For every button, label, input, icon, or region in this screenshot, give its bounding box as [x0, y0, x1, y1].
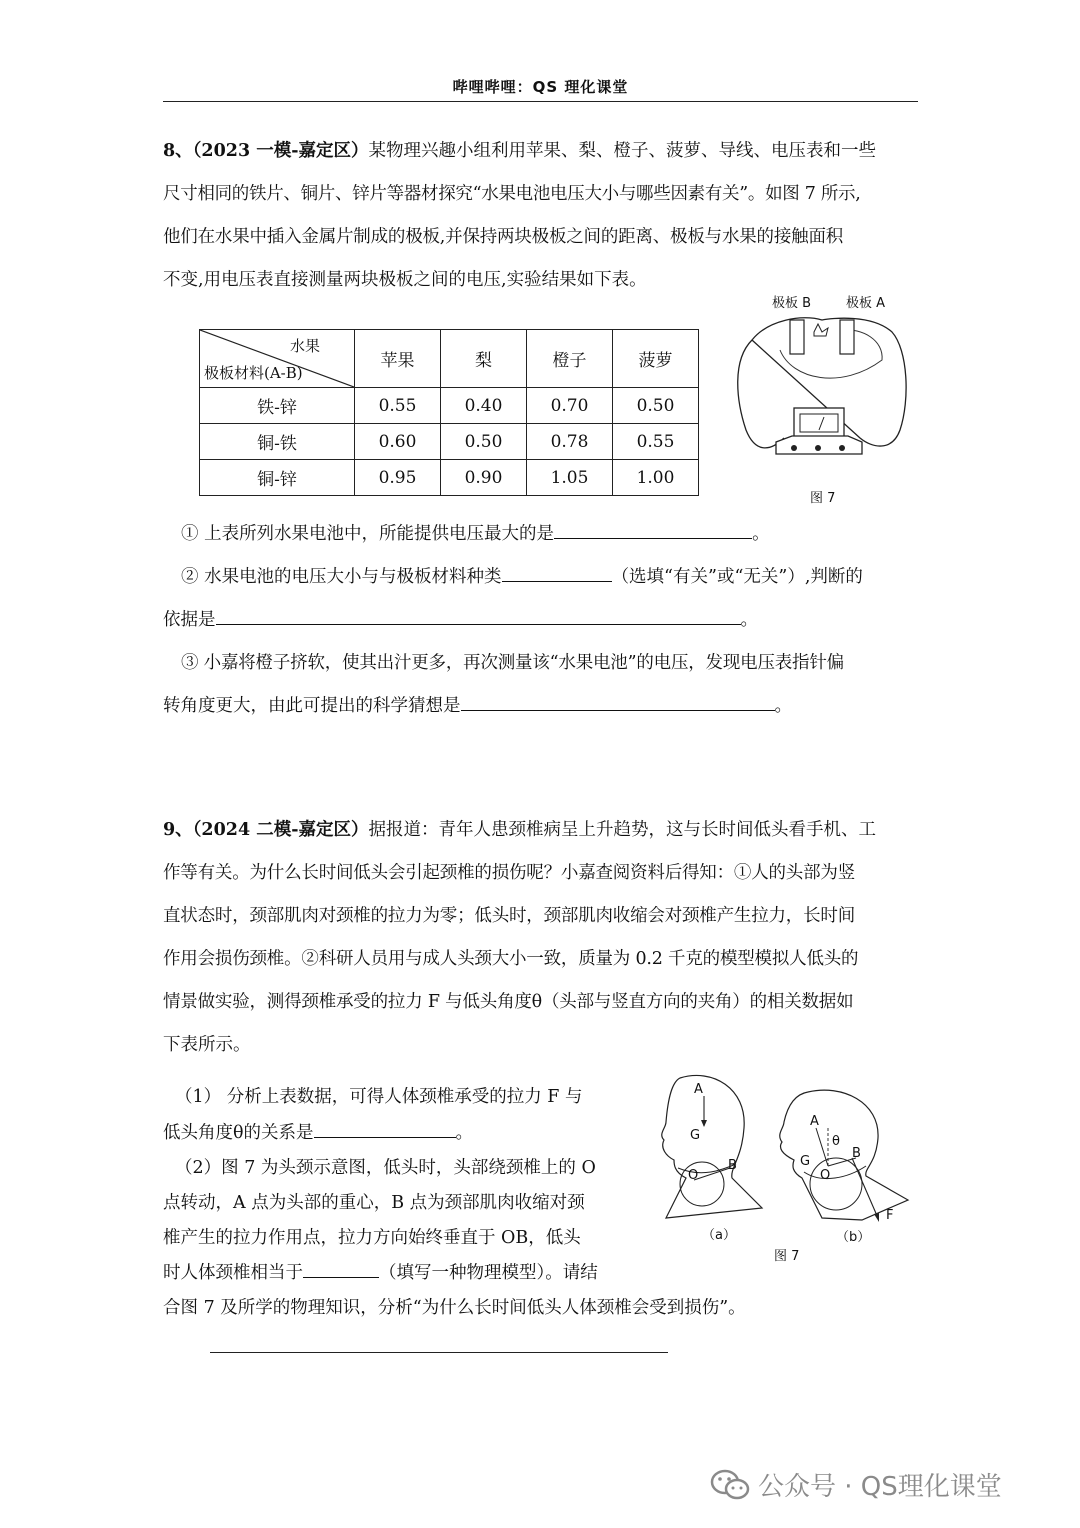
corner-top-label: 水果: [289, 337, 320, 355]
answer-blank[interactable]: [314, 1119, 456, 1138]
table-row: [200, 424, 699, 460]
answer-blank[interactable]: [502, 563, 612, 582]
q8-sub1: ① 上表所列水果电池中，所能提供电压最大的是 。: [163, 513, 918, 556]
row-label: 铜-锌: [200, 460, 355, 496]
q9-intro-line-4: 作用会损伤颈椎。②科研人员用与成人头颈大小一致，质量为 0.2 千克的模型模拟人低头的: [163, 949, 859, 969]
caption-b: （b）: [836, 1230, 871, 1245]
answer-blank[interactable]: [216, 606, 741, 625]
q8-sub3: ③ 小嘉将橙子挤软，使其出汁更多，再次测量该“水果电池”的电压，发现电压表指针偏: [181, 653, 844, 673]
q9-intro-line-3: 直状态时，颈部肌肉对颈椎的拉力为零；低头时，颈部肌肉收缩会对颈椎产生拉力，长时间: [163, 906, 855, 926]
corner-bottom-label: 极板材料(A-B): [204, 364, 303, 382]
table-cell: 1.05: [527, 460, 613, 496]
plate-b-label: 极板 B: [772, 296, 812, 311]
q9-intro-line-6: 下表所示。: [163, 1035, 251, 1055]
q9-sub2-line-5: 合图 7 及所学的物理知识，分析“为什么长时间低头人体颈椎会受到损伤”。: [163, 1298, 746, 1318]
answer-blank[interactable]: [554, 520, 752, 539]
point-g-label: G: [800, 1154, 811, 1169]
header-rule: [163, 101, 918, 102]
fruit-battery-drawing: [732, 290, 912, 480]
q8-number: 8、（2023 一模-嘉定区）: [163, 141, 369, 161]
q8-sub2-cont: 依据是 。: [163, 599, 918, 642]
answer-blank[interactable]: [461, 692, 775, 711]
theta-label: θ: [832, 1134, 840, 1149]
table-cell: 0.40: [441, 388, 527, 424]
q9-sub2-line-3: 椎产生的拉力作用点，拉力方向始终垂直于 OB，低头: [163, 1228, 581, 1248]
head-neck-figure: [652, 1068, 917, 1268]
wechat-icon: [710, 1468, 750, 1502]
fruit-battery-table: [199, 329, 699, 496]
column-header: 苹果: [355, 330, 441, 388]
table-row: [200, 460, 699, 496]
q9-sub2-line-4: 时人体颈椎相当于 （填写一种物理模型）。请结: [163, 1252, 625, 1295]
watermark-text: 公众号 · QS理化课堂: [758, 1472, 1002, 1502]
row-label: 铜-铁: [200, 424, 355, 460]
q8-sub2: ② 水果电池的电压大小与与极板材料种类 （选填“有关”或“无关”）,判断的: [163, 556, 918, 599]
q9-number: 9、（2024 二模-嘉定区）: [163, 820, 369, 840]
table-cell: 0.90: [441, 460, 527, 496]
q8-intro-line-4: 不变,用电压表直接测量两块极板之间的电压,实验结果如下表。: [163, 270, 647, 290]
plate-a-label: 极板 A: [846, 296, 886, 311]
q8-intro-line-3: 他们在水果中插入金属片制成的极板,并保持两块极板之间的距离、极板与水果的接触面积: [163, 227, 844, 247]
table-cell: 0.70: [527, 388, 613, 424]
table-cell: 0.55: [613, 424, 699, 460]
column-header: 菠萝: [613, 330, 699, 388]
q9-sub2-line-1: （2）图 7 为头颈示意图，低头时，头部绕颈椎上的 O: [175, 1158, 596, 1178]
answer-line[interactable]: [210, 1352, 668, 1353]
caption-a: （a）: [702, 1228, 736, 1243]
fruit-battery-figure: [732, 290, 912, 510]
column-header: 梨: [441, 330, 527, 388]
answer-blank[interactable]: [303, 1259, 379, 1278]
table-cell: 0.95: [355, 460, 441, 496]
head-neck-drawing: [652, 1068, 917, 1228]
q9-intro-line-1: 9、（2024 二模-嘉定区）据报道：青年人患颈椎病呈上升趋势，这与长时间低头看手机、工: [163, 820, 876, 840]
table-cell: 0.50: [441, 424, 527, 460]
column-header: 橙子: [527, 330, 613, 388]
q9-sub1: （1） 分析上表数据，可得人体颈椎承受的拉力 F 与: [175, 1087, 583, 1107]
table-cell: 0.60: [355, 424, 441, 460]
page-header: 哔哩哔哩：QS 理化课堂: [452, 78, 629, 96]
table-cell: 0.78: [527, 424, 613, 460]
table-cell: 0.55: [355, 388, 441, 424]
q8-intro-line-1: 8、（2023 一模-嘉定区）某物理兴趣小组利用苹果、梨、橙子、菠萝、导线、电压表和一些: [163, 141, 876, 161]
table-header-row: [200, 330, 699, 388]
force-f-label: F: [886, 1208, 894, 1223]
q9-sub1-cont: 低头角度θ的关系是 。: [163, 1112, 625, 1155]
table-row: [200, 388, 699, 424]
point-g-label: G: [690, 1128, 701, 1143]
q9-intro-line-2: 作等有关。为什么长时间低头会引起颈椎的损伤呢？小嘉查阅资料后得知：①人的头部为竖: [163, 863, 855, 883]
q9-intro-line-5: 情景做实验，测得颈椎承受的拉力 F 与低头角度θ（头部与竖直方向的夹角）的相关数据如: [163, 992, 854, 1012]
point-o-label: O: [688, 1168, 699, 1183]
table-cell: 1.00: [613, 460, 699, 496]
q8-sub3-cont: 转角度更大，由此可提出的科学猜想是 。: [163, 685, 918, 728]
table-cell: 0.50: [613, 388, 699, 424]
table-corner-cell: [200, 330, 355, 388]
point-b-label: B: [728, 1158, 737, 1173]
figure-caption: 图 7: [810, 491, 836, 506]
point-a-label: A: [694, 1082, 703, 1097]
point-a-label: A: [810, 1114, 819, 1129]
point-b-label: B: [852, 1146, 861, 1161]
figure-caption: 图 7: [774, 1249, 800, 1264]
q9-sub2-line-2: 点转动，A 点为头部的重心，B 点为颈部肌肉收缩对颈: [163, 1193, 585, 1213]
row-label: 铁-锌: [200, 388, 355, 424]
watermark: [710, 1466, 1002, 1503]
point-o-label: O: [820, 1168, 831, 1183]
q8-intro-line-2: 尺寸相同的铁片、铜片、锌片等器材探究“水果电池电压大小与哪些因素有关”。如图 7 所示,: [163, 184, 861, 204]
